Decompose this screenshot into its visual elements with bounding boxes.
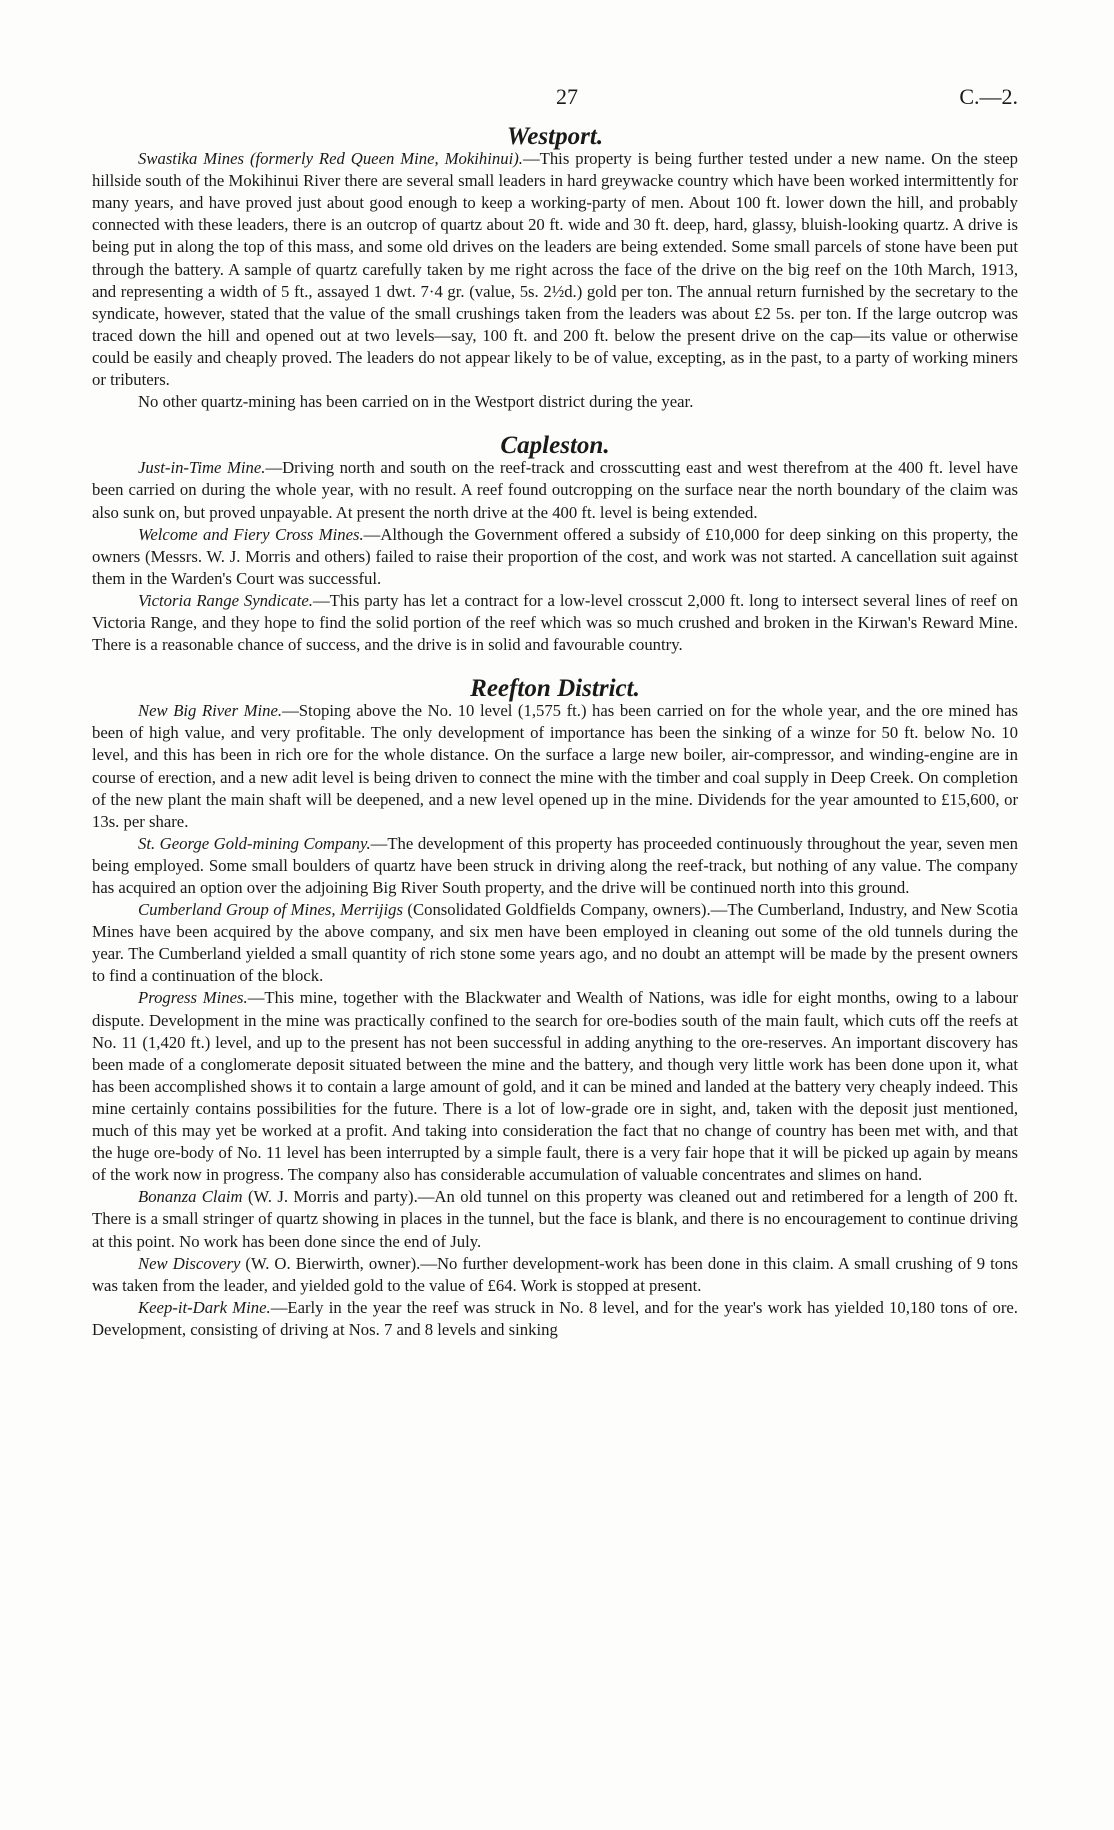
paragraph-text: (W. O. Bierwirth, owner).—No further development-work has been done in this claim. A small crushing of 9 tons was taken from the leader, and yielded gold to the value of £64. Work is stopped at present. [92,1253,1018,1295]
paragraph-new-big-river-mine [92,700,1018,833]
paragraph-text: (W. J. Morris and party).—An old tunnel on this property was cleaned out and retimbered for a length of 200 ft. There is a small stringer of quartz showing in places in the tunnel, but the face is blank, and there is no encouragement to continue driving at this point. No work has been done since the end of July. [92,1187,1018,1251]
paragraph-bonanza-claim [92,1186,1018,1252]
series-code: C.—2. [959,84,1018,109]
paragraph-text: —The development of this property has proceeded continuously throughout the year, seven men being employed. Some small boulders of quartz have been struck in driving along the reef-track, but nothing of any value. The company has acquired an option over the adjoining Big River South property, and the drive will be continued north into this ground. [92,833,1018,897]
paragraph-lead: New Big River Mine. [138,701,283,721]
paragraph-lead: New Discovery [138,1253,241,1273]
paragraph-lead: Victoria Range Syndicate. [138,590,313,610]
paragraph-lead: St. George Gold-mining Company. [138,833,371,853]
paragraph-text: No other quartz-mining has been carried on in the Westport district during the year. [138,392,694,412]
paragraph-lead: Cumberland Group of Mines, Merrijigs [138,900,404,920]
paragraph-just-in-time-mine [92,457,1018,523]
paragraph-text: —This property is being further tested under a new name. On the steep hillside south of the Mokihinui River there are several small leaders in hard greywacke country which have been worked intermittently for many years, and have proved just about good enough to keep a working-party of men. About 100 ft. lower down the hill, and probably connected with these leaders, there is an outcrop of quartz about 20 ft. wide and 30 ft. deep, hard, glassy, bluish-looking quartz. A drive is being put in along the top of this mass, and some old drives on the leaders are being extended. Some small parcels of stone have been put through the battery. A sample of quartz carefully taken by me right across the face of the drive on the big reef on the 10th March, 1913, and representing a width of 5 ft., assayed 1 dwt. 7·4 gr. (value, 5s. 2½d.) gold per ton. The annual return furnished by the secretary to the syndicate, however, stated that the value of the small crushings taken from the leaders was about £2 5s. per ton. If the large outcrop was traced down the hill and opened out at two levels—say, 100 ft. and 200 ft. below the present drive on the cap—its value or otherwise could be easily and cheaply proved. The leaders do not appear likely to be of value, excepting, as in the past, to a party of working miners or tributers. [92,149,1019,390]
paragraph-victoria-range [92,590,1018,656]
paragraph-st-george [92,833,1018,899]
paragraph-text: —Although the Government offered a subsidy of £10,000 for deep sinking on this property, the owners (Messrs. W. J. Morris and others) failed to raise their proportion of the cost, and work was not started. A cancellation suit against them in the Warden's Court was successful. [92,524,1018,588]
paragraph-text: —Early in the year the reef was struck in No. 8 level, and for the year's work has yielded 10,180 tons of ore. Development, consisting of driving at Nos. 7 and 8 levels and sinking [92,1297,1018,1339]
paragraph-lead: Bonanza Claim [138,1187,243,1207]
page-number: 27 [556,84,578,109]
paragraph-welcome-fiery-cross [92,524,1018,590]
section-title-reefton: Reefton District. [470,675,640,703]
report-body [92,123,1019,1341]
section-title-westport: Westport. [506,123,604,150]
paragraph-text: —This mine, together with the Blackwater and Wealth of Nations, was idle for eight months, owing to a labour dispute. Development in the mine was practically confined to the search for ore-bodies south of the main fault, which cuts off the reefs at No. 11 (1,420 ft.) level, and up to the present has not been successful in adding anything to the ore-reserves. An important discovery has been made of a conglomerate deposit situated between the mine and the battery, and though very little work has been done upon it, what has been accomplished shows it to contain a large amount of gold, and it can be mined and landed at the battery very cheaply indeed. This mine certainly contains possibilities for the future. There is a lot of low-grade ore in sight, and, taken with the deposit just mentioned, much of this may yet be worked at a profit. And taking into consideration the fact that no change of country has been met with, and that the huge ore-body of No. 11 level has been interrupted by a simple fault, there is a very fair hope that it will be picked up again by means of the work now in progress. The company also has considerable accumulation of valuable concentrates and slimes on hand. [92,988,1018,1185]
paragraph-text: —Driving north and south on the reef-track and crosscutting east and west therefrom at the 400 ft. level have been carried on during the whole year, with no result. A reef found outcropping on the surface near the north boundary of the claim was also sunk on, but proved unpayable. At present the north drive at the 400 ft. level is being extended. [92,458,1019,522]
paragraph-text: (Consolidated Goldfields Company, owners).—The Cumberland, Industry, and New Scotia Mines have been acquired by the above company, and six men have been employed in cleaning out some of the old tunnels during the year. The Cumberland yielded a small quantity of rich stone some years ago, and no doubt an attempt will be made by the present owners to find a continuation of the block. [92,900,1018,986]
paragraph-keep-it-dark [92,1297,1018,1341]
paragraph-swastika-mines [92,148,1018,391]
paragraph-text: —Stoping above the No. 10 level (1,575 ft.) has been carried on for the whole year, and the ore mined has been of high value, and very profitable. The only development of importance has been the sinking of a winze for 50 ft. below No. 10 level, and this has been in rich ore for the whole distance. On the surface a large new boiler, air-compressor, and winding-engine are in course of erection, and a new adit level is being driven to connect the mine with the timber and coal supply in Deep Creek. On completion of the new plant the main shaft will be deepened, and a new level opened up in the mine. Dividends for the year amounted to £15,600, or 13s. per share. [92,701,1018,831]
paragraph-text: —This party has let a contract for a low-level crosscut 2,000 ft. long to intersect several lines of reef on Victoria Range, and they hope to find the solid portion of the reef which was so much crushed and broken in the Kirwan's Reward Mine. There is a reasonable chance of success, and the drive is in solid and favourable country. [92,590,1018,655]
section-title-capleston: Capleston. [500,432,610,460]
paragraph-lead: Keep-it-Dark Mine. [138,1297,271,1317]
paragraph-cumberland-group [92,899,1018,987]
paragraph-progress-mines [92,987,1018,1186]
page-header [92,84,1018,114]
paragraph-lead: Swastika Mines (formerly Red Queen Mine, Mokihinui). [138,149,523,169]
paragraph-lead: Welcome and Fiery Cross Mines. [138,524,364,544]
paragraph-westport-summary [92,391,1018,413]
paragraph-lead: Progress Mines. [138,988,248,1008]
paragraph-lead: Just-in-Time Mine. [138,458,266,478]
paragraph-new-discovery [92,1253,1018,1297]
